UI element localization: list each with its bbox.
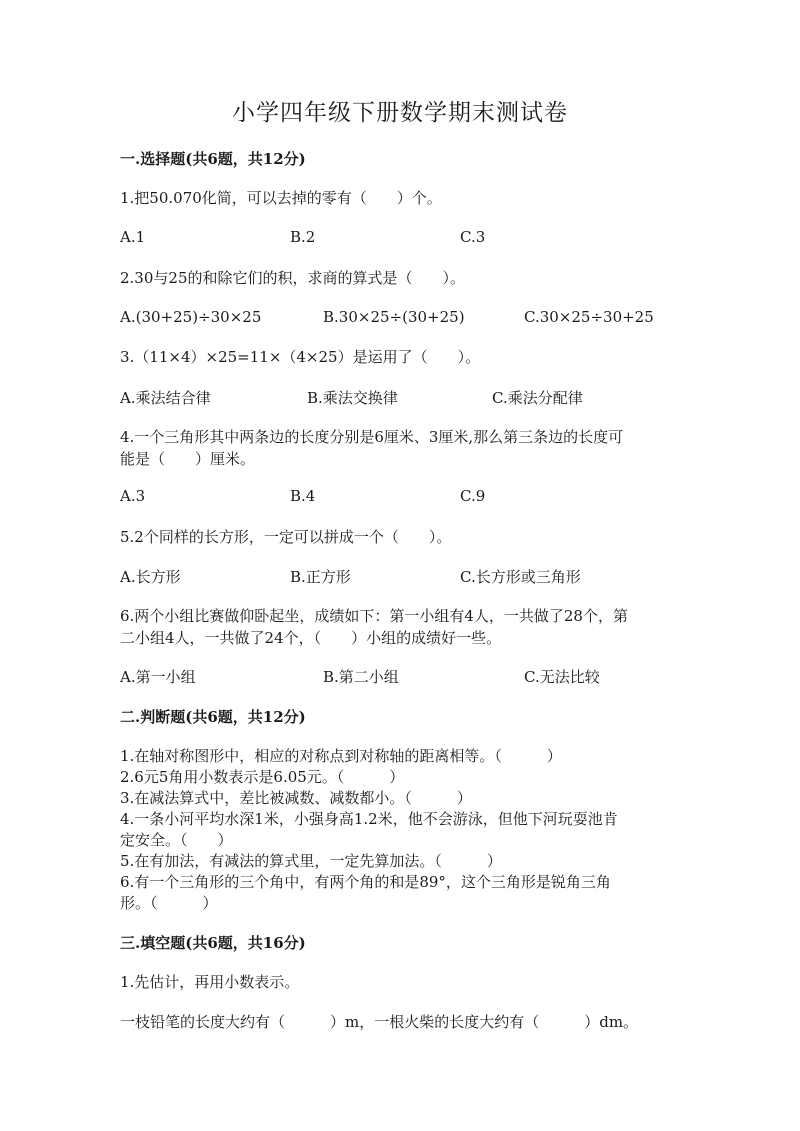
option-b: B.4 bbox=[290, 487, 316, 505]
option-a: A.3 bbox=[120, 487, 146, 505]
option-c: C.乘法分配律 bbox=[492, 389, 583, 407]
option-a: A.1 bbox=[120, 228, 146, 246]
option-b: B.第二小组 bbox=[323, 668, 399, 686]
section-heading-truefalse: 二.判断题(共6题，共12分) bbox=[120, 708, 306, 726]
judgement-line: 2.6元5角用小数表示是6.05元。（ ） bbox=[120, 768, 405, 786]
question-text: 1.把50.070化简，可以去掉的零有（ ）个。 bbox=[120, 189, 442, 207]
question-text-line2: 二小组4人，一共做了24个，（ ）小组的成绩好一些。 bbox=[120, 629, 502, 647]
option-c: C.9 bbox=[460, 487, 486, 505]
question-text-line1: 6.两个小组比赛做仰卧起坐，成绩如下：第一小组有4人，一共做了28个，第 bbox=[120, 607, 628, 625]
option-b: B.正方形 bbox=[290, 568, 351, 586]
option-b: B.乘法交换律 bbox=[307, 389, 398, 407]
question-text: 5.2个同样的长方形，一定可以拼成一个（ ）。 bbox=[120, 528, 452, 546]
judgement-line: 5.在有加法，有减法的算式里，一定先算加法。（ ） bbox=[120, 852, 502, 870]
option-a: A.长方形 bbox=[120, 568, 181, 586]
judgement-line: 1.在轴对称图形中，相应的对称点到对称轴的距离相等。（ ） bbox=[120, 747, 562, 765]
judgement-line: 定安全。（ ） bbox=[120, 831, 233, 849]
judgement-line: 6.有一个三角形的三个角中，有两个角的和是89°，这个三角形是锐角三角 bbox=[120, 873, 611, 891]
option-b: B.30×25÷(30+25) bbox=[323, 308, 465, 326]
question-text-line2: 能是（ ）厘米。 bbox=[120, 450, 256, 468]
option-b: B.2 bbox=[290, 228, 316, 246]
option-a: A.(30+25)÷30×25 bbox=[120, 308, 262, 326]
question-text: 3.（11×4）×25=11×（4×25）是运用了（ ）。 bbox=[120, 348, 481, 366]
section-heading-fillblank: 三.填空题(共6题，共16分) bbox=[120, 934, 306, 952]
section-heading-choice: 一.选择题(共6题，共12分) bbox=[120, 150, 306, 168]
option-c: C.长方形或三角形 bbox=[460, 568, 581, 586]
page-title: 小学四年级下册数学期末测试卷 bbox=[232, 100, 568, 126]
option-c: C.无法比较 bbox=[524, 668, 600, 686]
option-a: A.第一小组 bbox=[120, 668, 196, 686]
judgement-line: 形。（ ） bbox=[120, 894, 218, 912]
option-c: C.30×25÷30+25 bbox=[524, 308, 654, 326]
fill-line: 1.先估计，再用小数表示。 bbox=[120, 973, 300, 991]
question-text-line1: 4.一个三角形其中两条边的长度分别是6厘米、3厘米,那么第三条边的长度可 bbox=[120, 428, 624, 446]
judgement-line: 3.在减法算式中，差比被减数、减数都小。（ ） bbox=[120, 789, 472, 807]
fill-line: 一枝铅笔的长度大约有（ ）m，一根火柴的长度大约有（ ）dm。 bbox=[120, 1013, 639, 1031]
option-a: A.乘法结合律 bbox=[120, 389, 211, 407]
option-c: C.3 bbox=[460, 228, 486, 246]
question-text: 2.30与25的和除它们的积，求商的算式是（ ）。 bbox=[120, 269, 465, 287]
judgement-line: 4.一条小河平均水深1米，小强身高1.2米，他不会游泳，但他下河玩耍池肯 bbox=[120, 810, 618, 828]
